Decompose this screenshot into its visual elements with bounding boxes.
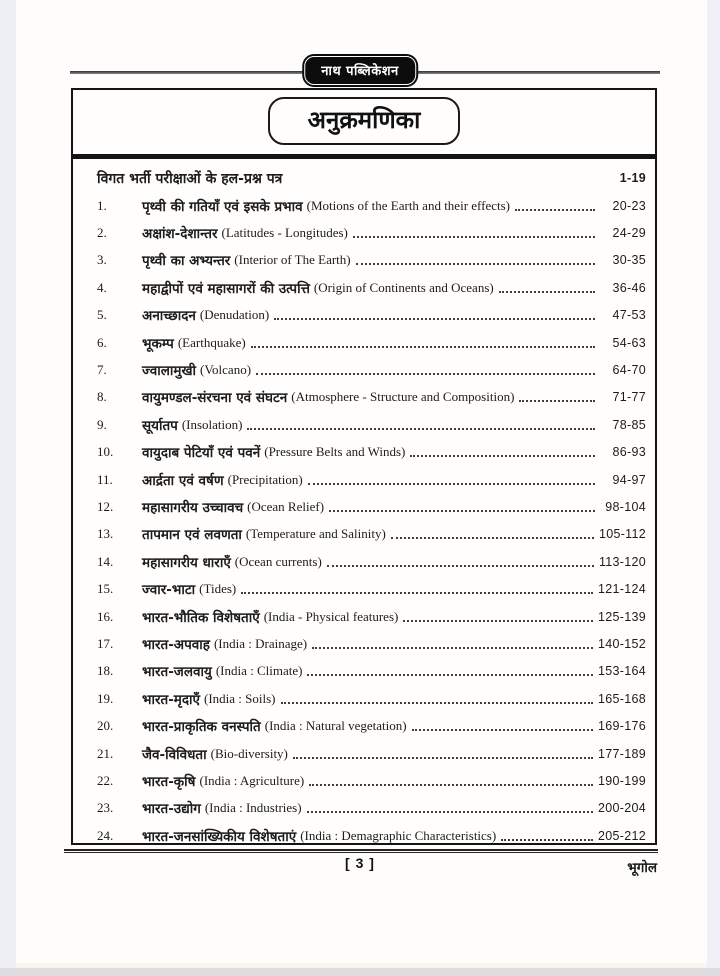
toc-row-pages: 205-212 [598,828,646,843]
toc-row-title-english: (Motions of the Earth and their effects) [306,197,511,213]
toc-row-title-english: (Earthquake) [177,334,246,350]
toc-row-number: 24. [97,827,114,843]
toc-row-pages: 169-176 [598,719,646,734]
toc-row-number: 4. [97,279,107,295]
photo-edge-left [0,0,16,976]
toc-row-title-hindi: महासागरीय उच्चावच [142,499,244,516]
toc-list [73,159,655,849]
dots-leader [281,702,594,704]
toc-row-pages: 190-199 [598,773,646,788]
toc-row-pages: 165-168 [598,691,646,706]
toc-row-pages: 200-204 [598,801,646,816]
toc-row-number: 16. [97,608,114,624]
dots-leader [501,839,593,841]
toc-row-title-english: (India - Physical features) [263,608,399,624]
toc-row-title-hindi: भारत-भौतिक विशेषताएँ [142,609,260,626]
toc-row-number: 9. [97,416,107,432]
toc-row-title-english: (Origin of Continents and Oceans) [313,279,494,295]
toc-row-number: 18. [97,663,114,679]
toc-row-number: 22. [97,772,114,788]
toc-row-title-hindi: भारत-कृषि [142,773,196,790]
toc-row-title-english: (Volcano) [200,362,252,378]
toc-row [97,548,646,575]
toc-row-number: 20. [97,718,114,734]
dots-leader [403,620,593,622]
photo-edge-bottom [0,968,720,976]
toc-row-pages: 86-93 [612,445,646,460]
toc-row [97,302,646,329]
dots-leader [256,373,595,375]
toc-row-title-english: (India : Demagraphic Characteristics) [300,827,497,843]
toc-row-title-hindi: पृथ्वी का अभ्यन्तर [142,253,231,270]
footer-page-number: [ 3 ] [345,855,375,871]
toc-row-pages: 153-164 [598,664,646,679]
dots-leader [353,236,595,238]
toc-row-number: 8. [97,389,107,405]
toc-row-number: 7. [97,362,107,378]
section-header-pages: 1-19 [619,171,646,185]
toc-row-title-english: (Insolation) [181,416,243,432]
toc-row-pages: 140-152 [598,636,646,651]
toc-row-title-english: (Denudation) [199,307,270,323]
toc-row-pages: 36-46 [612,280,646,295]
toc-row-pages: 24-29 [612,226,646,241]
toc-row [97,630,646,657]
toc-row [97,493,646,520]
toc-row-title-hindi: वायुदाब पेटियाँ एवं पवनें [142,445,261,462]
toc-row-title-hindi: सूर्यातप [142,417,178,434]
toc-row-title-hindi: पृथ्वी की गतियाँ एवं इसके प्रभाव [142,198,303,215]
dots-leader [329,510,595,512]
toc-row-title-hindi: भारत-उद्योग [142,801,201,818]
toc-row-number: 17. [97,635,114,651]
toc-row-title-english: (Ocean Relief) [247,498,325,514]
dots-leader [307,811,593,813]
toc-row [97,247,646,274]
toc-row-number: 6. [97,334,107,350]
toc-row-pages: 20-23 [612,198,646,213]
toc-row-title-hindi: वायुमण्डल-संरचना एवं संघटन [142,390,288,407]
toc-row-pages: 47-53 [612,308,646,323]
toc-row-title-english: (Ocean currents) [234,553,322,569]
dots-leader [308,483,595,485]
toc-row-number: 10. [97,444,114,460]
dots-leader [293,757,593,759]
toc-row-title-hindi: तापमान एवं लवणता [142,527,242,544]
toc-row-title-english: (India : Agriculture) [199,772,305,788]
dots-leader [391,537,594,539]
toc-row-title-hindi: भारत-मृदाएँ [142,691,201,708]
toc-row-title-hindi: भारत-जलवायु [142,664,212,681]
toc-row [97,439,646,466]
toc-row-title-hindi: भारत-प्राकृतिक वनस्पति [142,719,261,736]
toc-row-number: 23. [97,800,114,816]
dots-leader [274,318,595,320]
toc-row-title-hindi: जैव-विविधता [142,746,207,763]
title-row [73,90,655,145]
toc-row-number: 1. [97,197,107,213]
toc-row-title-hindi: ज्वार-भाटा [142,582,196,599]
publisher-badge: नाथ पब्लिकेशन [304,56,416,85]
toc-row-number: 2. [97,225,107,241]
toc-row-title-english: (Latitudes - Longitudes) [221,225,348,241]
toc-row-title-hindi: भारत-जनसांख्यिकीय विशेषताएं [142,828,297,845]
toc-row [97,822,646,849]
toc-row-number: 11. [97,471,113,487]
toc-row [97,685,646,712]
toc-row [97,274,646,301]
toc-row-title-hindi: महासागरीय धाराएँ [142,554,231,571]
toc-row-number: 19. [97,690,114,706]
dots-leader [519,400,595,402]
toc-row-title-hindi: महाद्वीपों एवं महासागरों की उत्पत्ति [142,280,310,297]
toc-row [97,767,646,794]
dots-leader [251,346,595,348]
toc-row-title-english: (India : Industries) [204,800,302,816]
toc-row-pages: 98-104 [605,499,646,514]
toc-row [97,740,646,767]
toc-row-pages: 54-63 [612,335,646,350]
toc-row [97,384,646,411]
toc-row [97,795,646,822]
dots-leader [410,455,595,457]
toc-row-title-english: (India : Drainage) [213,635,308,651]
dots-leader [412,729,593,731]
toc-row-number: 21. [97,745,114,761]
toc-row-number: 12. [97,498,114,514]
dots-leader [356,263,595,265]
toc-row-title-english: (Interior of The Earth) [234,252,351,268]
toc-row-number: 14. [97,553,114,569]
section-header-label: विगत भर्ती परीक्षाओं के हल-प्रश्न पत्र [97,170,283,187]
toc-row-title-hindi: अक्षांश-देशान्तर [142,226,218,243]
photo-edge-right [707,0,720,976]
dots-leader [327,565,594,567]
toc-row-title-hindi: भारत-अपवाह [142,636,210,653]
toc-row-title-english: (Tides) [199,581,237,597]
toc-row-title-english: (India : Natural vegetation) [264,718,407,734]
toc-row-pages: 177-189 [598,746,646,761]
toc-row [97,603,646,630]
dots-leader [312,647,593,649]
toc-row-pages: 30-35 [612,253,646,268]
dots-leader [241,592,593,594]
toc-row-title-hindi: आर्द्रता एवं वर्षण [142,472,224,489]
footer-rule [64,849,658,853]
toc-row-pages: 121-124 [598,582,646,597]
toc-row-title-hindi: भूकम्प [142,335,174,352]
toc-row-pages: 105-112 [598,527,646,542]
toc-row [97,466,646,493]
toc-row [97,329,646,356]
toc-row [97,521,646,548]
toc-section-header [97,164,646,192]
toc-row-title-english: (Bio-diversity) [210,745,288,761]
toc-row-pages: 64-70 [612,363,646,378]
toc-row [97,411,646,438]
toc-row [97,658,646,685]
toc-row [97,356,646,383]
toc-row-title-hindi: ज्वालामुखी [142,363,196,380]
toc-row-pages: 113-120 [598,554,646,569]
dots-leader [307,674,593,676]
toc-row-title-english: (Precipitation) [227,471,303,487]
toc-row [97,712,646,739]
dots-leader [499,291,595,293]
footer-subject: भूगोल [627,860,657,876]
toc-row-title-english: (India : Soils) [204,690,276,706]
toc-row-title-english: (Temperature and Salinity) [245,526,386,542]
dots-leader [515,209,595,211]
toc-row-pages: 78-85 [612,417,646,432]
toc-row-pages: 125-139 [598,609,646,624]
toc-row [97,192,646,219]
toc-row-number: 3. [97,252,107,268]
toc-row-pages: 71-77 [612,390,646,405]
toc-row-number: 5. [97,307,107,323]
page-title: अनुक्रमणिका [268,97,461,145]
toc-row-number: 15. [97,581,114,597]
toc-row [97,575,646,602]
toc-row-number: 13. [97,526,114,542]
dots-leader [247,428,595,430]
toc-row-title-english: (Pressure Belts and Winds) [264,444,406,460]
toc-row-title-english: (Atmosphere - Structure and Composition) [291,389,515,405]
dots-leader [309,784,593,786]
toc-row-pages: 94-97 [612,472,646,487]
contents-box [71,88,657,845]
toc-row-title-hindi: अनाच्छादन [142,308,196,325]
toc-row-title-english: (India : Climate) [215,663,303,679]
toc-row [97,219,646,246]
